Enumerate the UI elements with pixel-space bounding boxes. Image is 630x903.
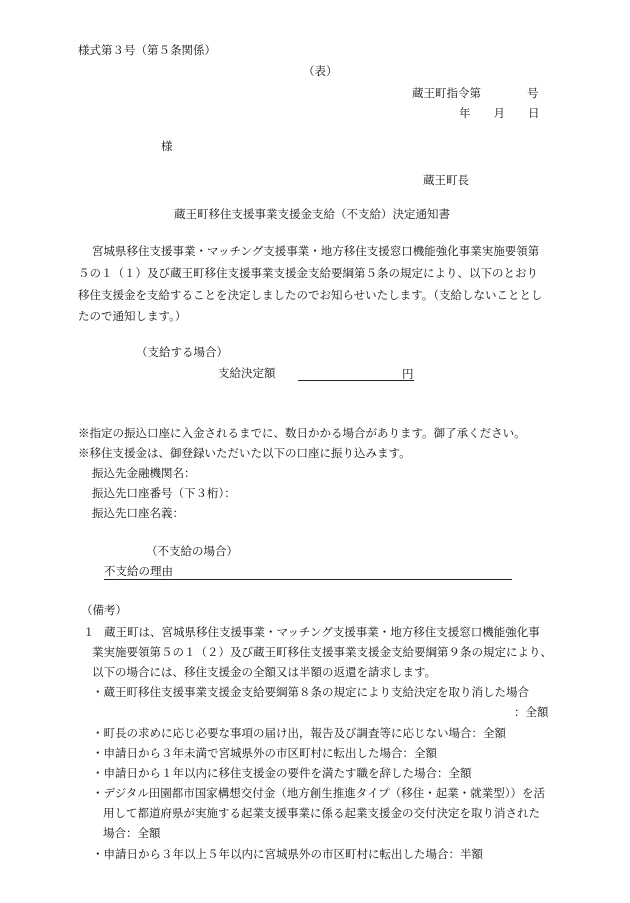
- body-line: たので通知します。）: [78, 309, 187, 323]
- remarks-heading: （備考）: [81, 603, 127, 617]
- grant-amount-unit: 円: [402, 366, 414, 381]
- note-transfer-delay: ※指定の振込口座に入金されるまでに、数日かかる場合があります。御了承ください。: [78, 426, 526, 440]
- remarks-bullet: ・申請日から１年以内に移住支援金の要件を満たす職を辞した場合：全額: [92, 766, 472, 780]
- body-line: ５の１（１）及び蔵王町移住支援事業支援金支給要綱第５条の規定により、以下のとおり: [78, 266, 538, 280]
- document-number: 蔵王町指令第 号: [412, 86, 539, 100]
- grant-amount-blank: [298, 368, 402, 381]
- body-line: 宮城県移住支援事業・マッチング支援事業・地方移住支援窓口機能強化事業実施要領第: [92, 244, 540, 258]
- remarks-line: 蔵王町は、宮城県移住支援事業・マッチング支援事業・地方移住支援窓口機能強化事: [104, 625, 540, 639]
- remarks-bullet-continued: 場合：全額: [103, 826, 161, 840]
- bank-name-label: 振込先金融機関名：: [92, 466, 196, 480]
- remarks-line: 以下の場合には、移住支援金の全額又は半額の返還を請求します。: [92, 665, 437, 679]
- remarks-bullet-amount: ：全額: [514, 705, 549, 719]
- addressee-honorific: 様: [161, 139, 173, 153]
- remarks-line: 業実施要領第５の１（２）及び蔵王町移住支援事業支援金支給要綱第９条の規定により、: [92, 645, 552, 659]
- remarks-bullet: ・デジタル田園都市国家構想交付金（地方創生推進タイプ（移住・起業・就業型））を活: [92, 786, 545, 800]
- document-side-label: （表）: [303, 64, 338, 78]
- remarks-item-number: １: [83, 625, 95, 639]
- grant-amount-label: 支給決定額: [218, 366, 276, 380]
- sender-name: 蔵王町長: [423, 173, 469, 187]
- non-grant-reason-label: 不支給の理由: [104, 564, 173, 578]
- remarks-bullet: ・申請日から３年未満で宮城県外の市区町村に転出した場合：全額: [92, 746, 437, 760]
- remarks-bullet: ・町長の求めに応じ必要な事項の届け出，報告及び調査等に応じない場合：全額: [92, 726, 506, 740]
- remarks-bullet: ・蔵王町移住支援事業支援金支給要綱第８条の規定により支給決定を取り消した場合: [92, 685, 529, 699]
- grant-case-heading: （支給する場合）: [136, 345, 228, 359]
- note-transfer-account: ※移住支援金は、御登録いただいた以下の口座に振り込みます。: [78, 446, 411, 460]
- non-grant-case-heading: （不支給の場合）: [146, 544, 238, 558]
- non-grant-reason-field[interactable]: [104, 566, 512, 580]
- account-number-label: 振込先口座番号（下３桁）：: [92, 486, 236, 500]
- account-holder-label: 振込先口座名義：: [92, 506, 184, 520]
- issue-date: 年 月 日: [459, 106, 540, 120]
- grant-amount-field[interactable]: [298, 368, 414, 381]
- form-number: 様式第３号（第５条関係）: [78, 43, 216, 57]
- remarks-bullet-continued: 用して都道府県が実施する起業支援事業に係る起業支援金の交付決定を取り消された: [103, 806, 540, 820]
- document-title: 蔵王町移住支援事業支援金支給（不支給）決定通知書: [174, 207, 450, 221]
- remarks-bullet: ・申請日から３年以上５年以内に宮城県外の市区町村に転出した場合：半額: [92, 847, 483, 861]
- body-line: 移住支援金を支給することを決定しましたのでお知らせいたします。（支給しないこととし: [78, 288, 543, 302]
